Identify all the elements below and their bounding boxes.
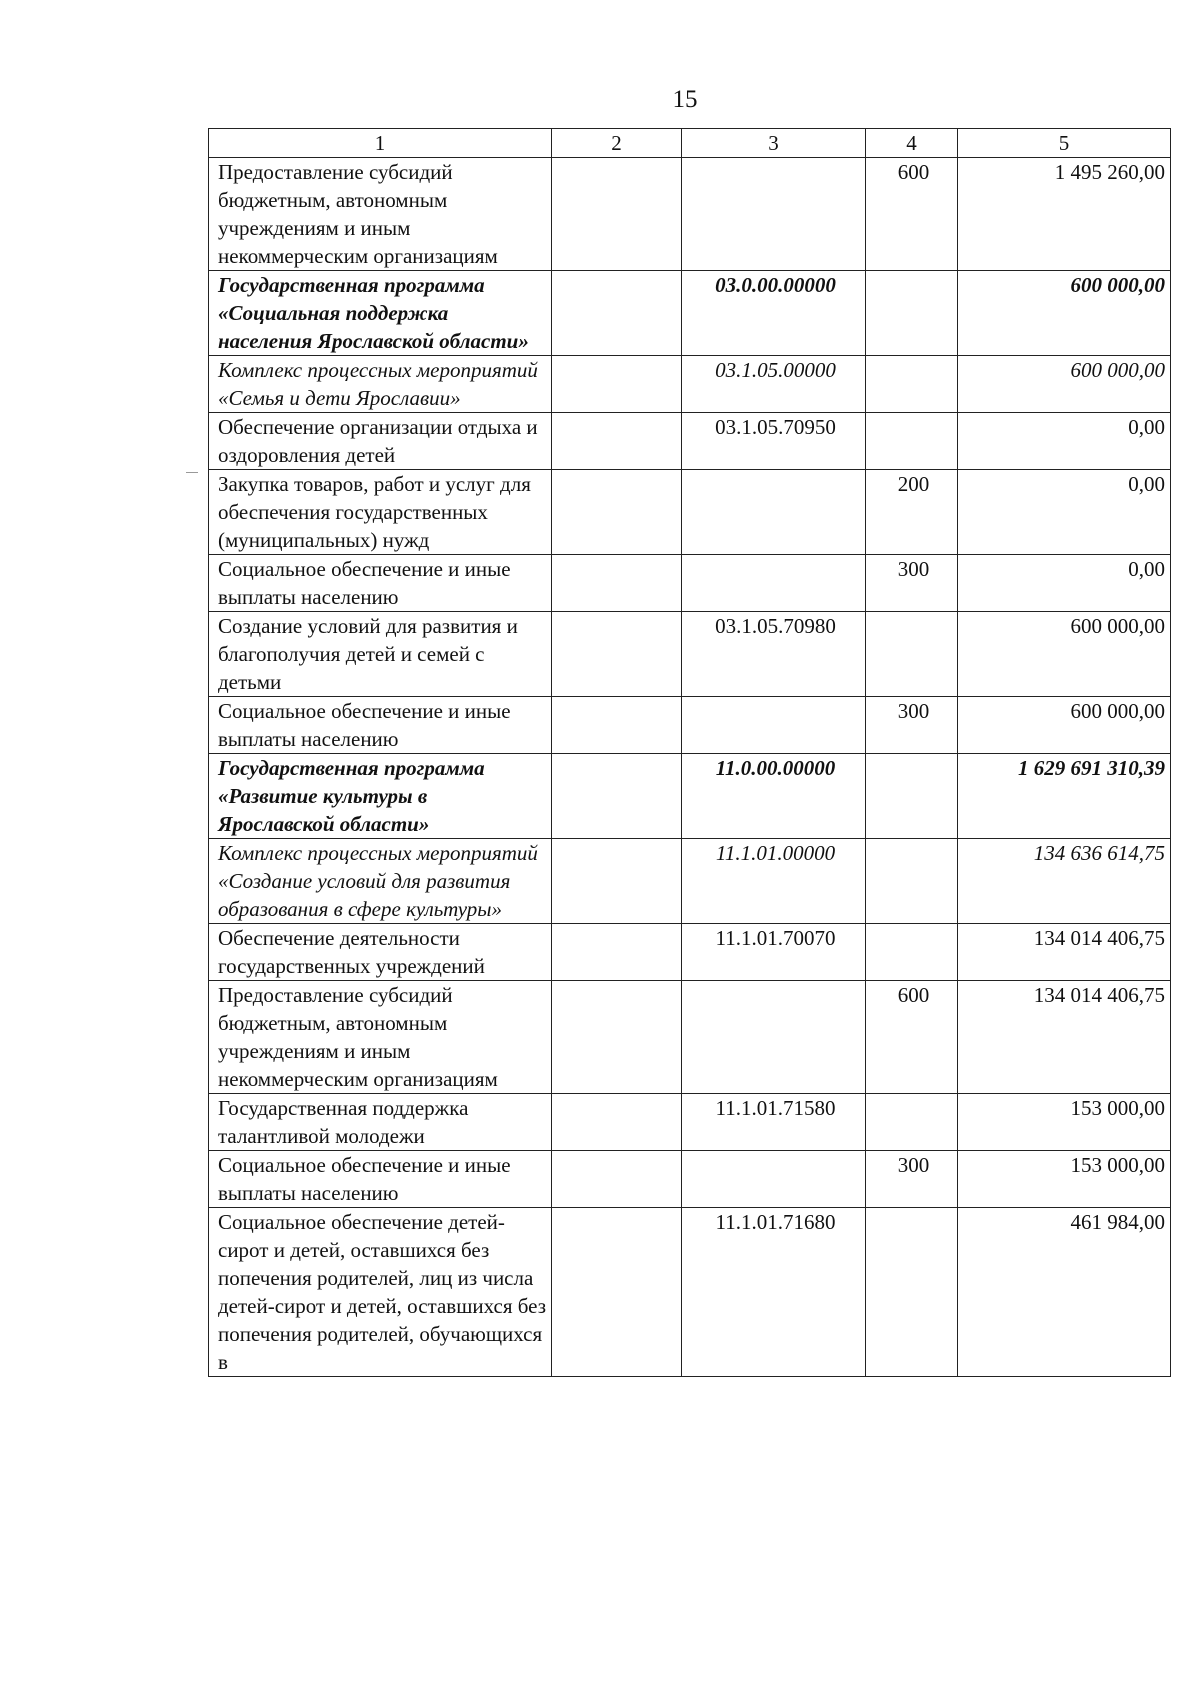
cell-name: Комплекс процессных мероприятий «Создание условий для развития образования в сфере культуры»: [209, 839, 552, 924]
cell-type: [866, 356, 958, 413]
cell-type: [866, 271, 958, 356]
cell-type: 300: [866, 555, 958, 612]
cell-name: Предоставление субсидий бюджетным, автономным учреждениям и иным некоммерческим организациям: [209, 981, 552, 1094]
cell-type: 300: [866, 1151, 958, 1208]
cell-sum: 600 000,00: [958, 356, 1171, 413]
cell-col2: [552, 697, 682, 754]
table-row: [209, 697, 1171, 754]
table-row: [209, 754, 1171, 839]
table-row: [209, 470, 1171, 555]
cell-type: [866, 839, 958, 924]
cell-sum: 1 629 691 310,39: [958, 754, 1171, 839]
cell-name: Обеспечение деятельности государственных учреждений: [209, 924, 552, 981]
cell-sum: 600 000,00: [958, 697, 1171, 754]
cell-code: 11.1.01.71580: [682, 1094, 866, 1151]
cell-sum: 0,00: [958, 555, 1171, 612]
cell-name: Комплекс процессных мероприятий «Семья и дети Ярославии»: [209, 356, 552, 413]
table-row: [209, 981, 1171, 1094]
table-row: [209, 1151, 1171, 1208]
header-col-2: 2: [552, 129, 682, 158]
table-row: [209, 413, 1171, 470]
cell-sum: 134 014 406,75: [958, 981, 1171, 1094]
cell-name: Предоставление субсидий бюджетным, автономным учреждениям и иным некоммерческим организациям: [209, 158, 552, 271]
cell-name: Государственная программа «Социальная поддержка населения Ярославской области»: [209, 271, 552, 356]
cell-sum: 0,00: [958, 413, 1171, 470]
cell-type: [866, 754, 958, 839]
cell-code: 11.0.00.00000: [682, 754, 866, 839]
cell-name: Создание условий для развития и благополучия детей и семей с детьми: [209, 612, 552, 697]
cell-sum: 134 636 614,75: [958, 839, 1171, 924]
cell-code: 03.0.00.00000: [682, 271, 866, 356]
cell-type: [866, 1208, 958, 1377]
cell-type: 200: [866, 470, 958, 555]
cell-type: [866, 1094, 958, 1151]
table-row: [209, 839, 1171, 924]
table-row: [209, 612, 1171, 697]
cell-name: Социальное обеспечение и иные выплаты населению: [209, 555, 552, 612]
cell-code: 03.1.05.00000: [682, 356, 866, 413]
cell-col2: [552, 356, 682, 413]
budget-table: [208, 128, 1171, 1377]
cell-code: [682, 981, 866, 1094]
cell-code: 03.1.05.70980: [682, 612, 866, 697]
cell-sum: 153 000,00: [958, 1094, 1171, 1151]
cell-sum: 0,00: [958, 470, 1171, 555]
header-col-4: 4: [866, 129, 958, 158]
cell-code: 11.1.01.00000: [682, 839, 866, 924]
page-number: 15: [672, 86, 698, 113]
cell-col2: [552, 470, 682, 555]
cell-sum: 1 495 260,00: [958, 158, 1171, 271]
cell-col2: [552, 1151, 682, 1208]
cell-code: [682, 1151, 866, 1208]
cell-name: Обеспечение организации отдыха и оздоровления детей: [209, 413, 552, 470]
table-body: [209, 158, 1171, 1377]
cell-col2: [552, 612, 682, 697]
cell-sum: 461 984,00: [958, 1208, 1171, 1377]
table-row: [209, 555, 1171, 612]
cell-col2: [552, 413, 682, 470]
header-col-5: 5: [958, 129, 1171, 158]
table-row: [209, 1094, 1171, 1151]
cell-name: Социальное обеспечение и иные выплаты населению: [209, 1151, 552, 1208]
cell-type: [866, 924, 958, 981]
cell-sum: 600 000,00: [958, 612, 1171, 697]
cell-name: Социальное обеспечение и иные выплаты населению: [209, 697, 552, 754]
cell-type: 600: [866, 981, 958, 1094]
cell-sum: 153 000,00: [958, 1151, 1171, 1208]
table-header: [209, 129, 1171, 158]
cell-code: [682, 470, 866, 555]
cell-code: [682, 697, 866, 754]
cell-type: 300: [866, 697, 958, 754]
header-col-1: 1: [209, 129, 552, 158]
table-row: [209, 924, 1171, 981]
cell-code: 11.1.01.71680: [682, 1208, 866, 1377]
cell-col2: [552, 1094, 682, 1151]
cell-col2: [552, 754, 682, 839]
cell-sum: 134 014 406,75: [958, 924, 1171, 981]
cell-code: 11.1.01.70070: [682, 924, 866, 981]
cell-name: Государственная программа «Развитие культуры в Ярославской области»: [209, 754, 552, 839]
cell-col2: [552, 555, 682, 612]
cell-type: [866, 612, 958, 697]
cell-sum: 600 000,00: [958, 271, 1171, 356]
cell-col2: [552, 981, 682, 1094]
cell-col2: [552, 1208, 682, 1377]
cell-name: Социальное обеспечение детей-сирот и детей, оставшихся без попечения родителей, лиц из числа детей-сирот и детей, оставшихся без попечения родителей, обучающихся в: [209, 1208, 552, 1377]
cell-code: 03.1.05.70950: [682, 413, 866, 470]
table-row: [209, 158, 1171, 271]
margin-mark: [186, 472, 198, 473]
table-row: [209, 1208, 1171, 1377]
cell-col2: [552, 158, 682, 271]
cell-col2: [552, 839, 682, 924]
cell-code: [682, 158, 866, 271]
header-col-3: 3: [682, 129, 866, 158]
cell-type: [866, 413, 958, 470]
cell-col2: [552, 924, 682, 981]
table-row: [209, 356, 1171, 413]
cell-col2: [552, 271, 682, 356]
cell-type: 600: [866, 158, 958, 271]
cell-name: Государственная поддержка талантливой молодежи: [209, 1094, 552, 1151]
table-row: [209, 271, 1171, 356]
header-row: [209, 129, 1171, 158]
cell-code: [682, 555, 866, 612]
cell-name: Закупка товаров, работ и услуг для обеспечения государственных (муниципальных) нужд: [209, 470, 552, 555]
